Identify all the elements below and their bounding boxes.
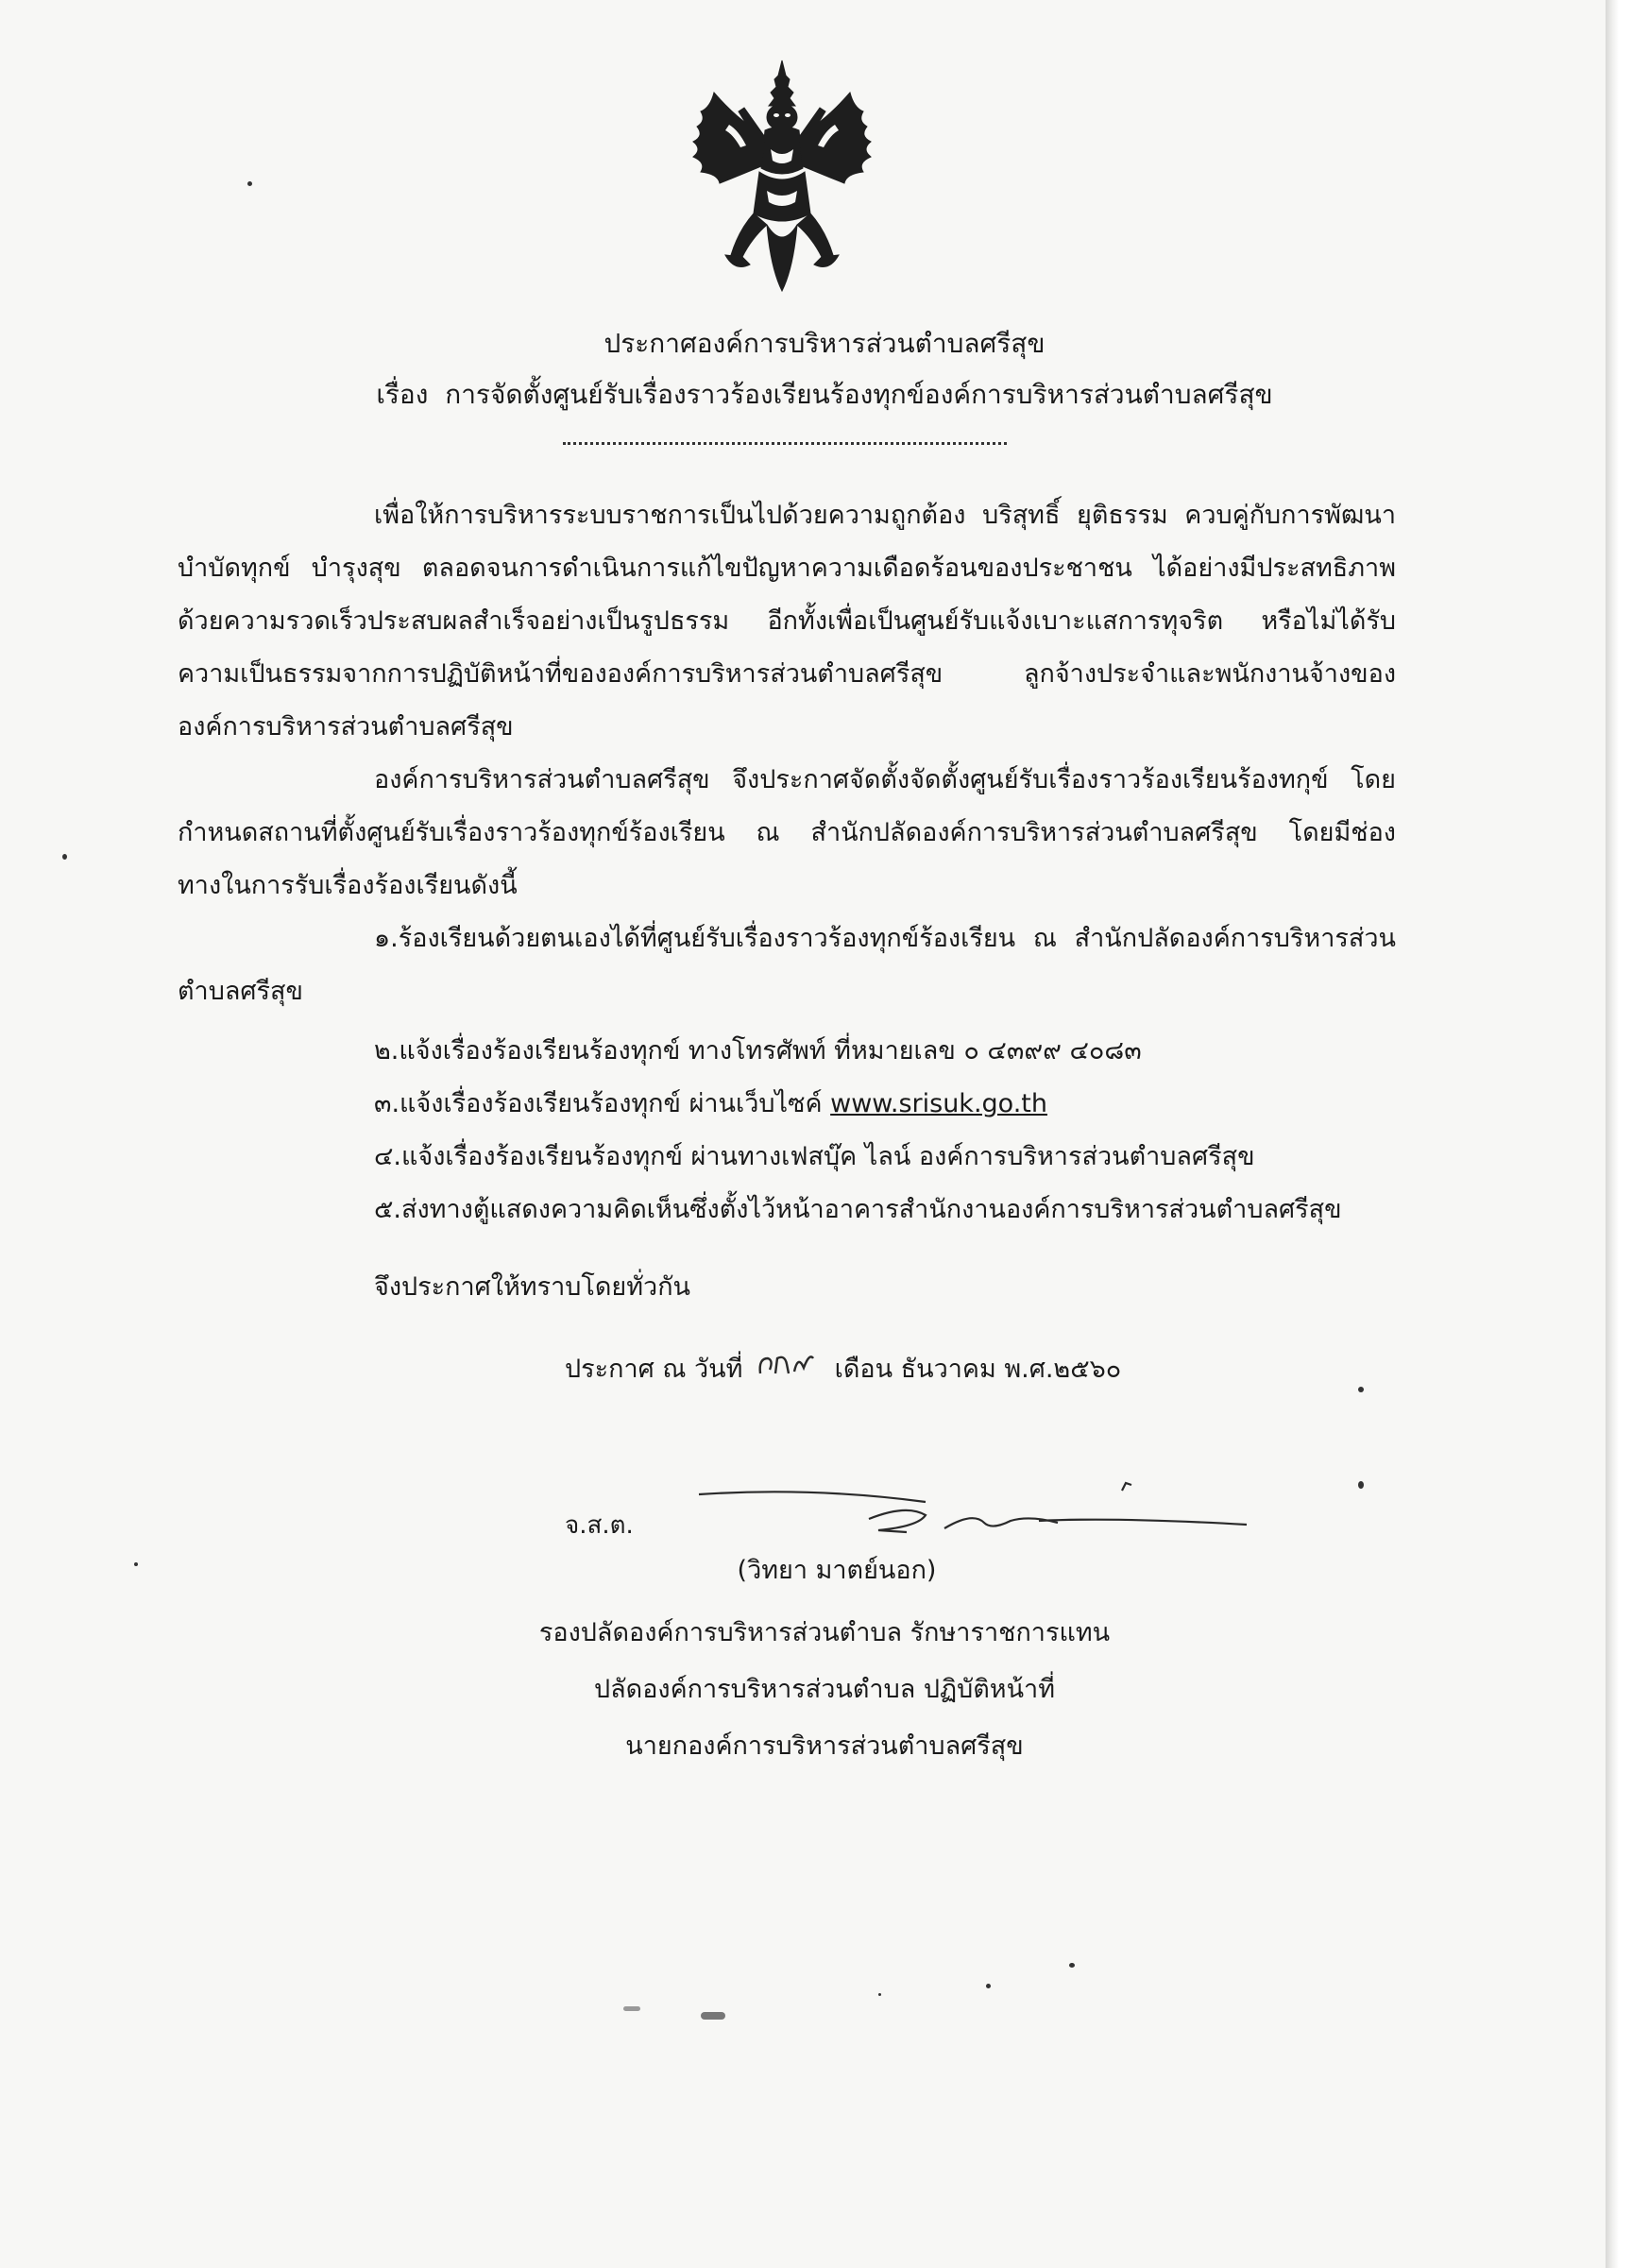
- scan-speck: [1069, 1963, 1075, 1968]
- subject-text: การจัดตั้งศูนย์รับเรื่องราวร้องเรียนร้องทุกข์องค์การบริหารส่วนตำบลศรีสุข: [445, 379, 1273, 410]
- garuda-emblem-icon: [672, 55, 892, 302]
- scan-speck: [134, 1562, 138, 1566]
- announcement-title: ประกาศองค์การบริหารส่วนตำบลศรีสุข: [604, 328, 1046, 359]
- subject-label: เรื่อง: [376, 379, 429, 410]
- channel-item-5: ๕.ส่งทางตู้แสดงความคิดเห็นซึ่งตั้งไว้หน้าอาคารสำนักงานองค์การบริหารส่วนตำบลศรีสุข: [374, 1195, 1342, 1224]
- closing-line: จึงประกาศให้ทราบโดยทั่วกัน: [374, 1272, 690, 1302]
- signatory-name: (วิทยา มาตย์นอก): [737, 1556, 937, 1585]
- date-prefix: ประกาศ ณ วันที่: [565, 1355, 743, 1384]
- scan-speck: [986, 1984, 991, 1988]
- channel-item-2: ๒.แจ้งเรื่องร้องเรียนร้องทุกข์ ทางโทรศัพท์ ที่หมายเลข ๐ ๔๓๙๙ ๔๐๘๓: [374, 1036, 1142, 1066]
- body-paragraph-1: เพื่อให้การบริหารระบบราชการเป็นไปด้วยความถูกต้อง บริสุทธิ์ ยุติธรรม ควบคู่กับการพัฒนา บำบัดทุกข์ บำรุงสุข ตลอดจนการดำเนินการแก้ไขปัญหาความเดือดร้อนของประชาชน ได้อย่างมีประสทธิภาพ ด้วยความรวดเร็วประสบผลสำเร็จอย่างเป็นรูปธรรม อีกทั้งเพื่อเป็นศูนย์รับแจ้งเบาะแสการทุจริต หรือไม่ได้รับความเป็นธรรมจากการปฏิบัติหน้าที่ขององค์การบริหารส่วนตำบลศรีสุข ลูกจ้างประจำและพนักงานจ้างขององค์การบริหารส่วนตำบลศรีสุข: [178, 501, 1396, 742]
- scan-speck: [623, 2006, 640, 2011]
- handwritten-signature: [529, 1462, 1284, 1557]
- channel-item-3: [374, 1083, 1047, 1123]
- website-link[interactable]: www.srisuk.go.th: [830, 1089, 1047, 1118]
- scan-speck: [1358, 1387, 1364, 1392]
- signatory-position-2: ปลัดองค์การบริหารส่วนตำบล ปฏิบัติหน้าที่: [593, 1675, 1055, 1704]
- scan-speck: [878, 1993, 881, 1996]
- signatory-position-3: นายกองค์การบริหารส่วนตำบลศรีสุข: [625, 1731, 1024, 1761]
- scan-speck: [701, 2012, 725, 2020]
- channel-item-4: ๔.แจ้งเรื่องร้องเรียนร้องทุกข์ ผ่านทางเฟสบุ๊ค ไลน์ องค์การบริหารส่วนตำบลศรีสุข: [374, 1142, 1255, 1171]
- signatory-position-1: รองปลัดองค์การบริหารส่วนตำบล รักษาราชการแทน: [538, 1618, 1111, 1647]
- signature-initials: จ.ส.ต.: [565, 1511, 634, 1540]
- dotted-separator: [563, 442, 1007, 445]
- channel-item-3-text: ๓.แจ้งเรื่องร้องเรียนร้องทุกข์ ผ่านเว็บไซค์: [374, 1089, 823, 1118]
- date-suffix: เดือน ธันวาคม พ.ศ.๒๕๖๐: [834, 1355, 1122, 1384]
- body-paragraph-2: องค์การบริหารส่วนตำบลศรีสุข จึงประกาศจัดตั้งจัดตั้งศูนย์รับเรื่องราวร้องเรียนร้องทกุข์ โดยกำหนดสถานที่ตั้งศูนย์รับเรื่องราวร้องทุกข์ร้องเรียน ณ สำนักปลัดองค์การบริหารส่วนตำบลศรีสุข โดยมีช่องทางในการรับเรื่องร้องเรียนดังนี้: [178, 765, 1396, 900]
- channel-item-1: ๑.ร้องเรียนด้วยตนเองได้ที่ศูนย์รับเรื่องราวร้องทุกข์ร้องเรียน ณ สำนักปลัดองค์การบริหารส่วนตำบลศรีสุข: [178, 924, 1396, 1006]
- handwritten-day: [751, 1345, 826, 1383]
- scan-speck: [247, 181, 252, 186]
- announcement-date: [565, 1345, 1121, 1389]
- scan-speck: [62, 854, 67, 860]
- scan-speck: [1358, 1481, 1364, 1489]
- announcement-subject: [0, 374, 1649, 416]
